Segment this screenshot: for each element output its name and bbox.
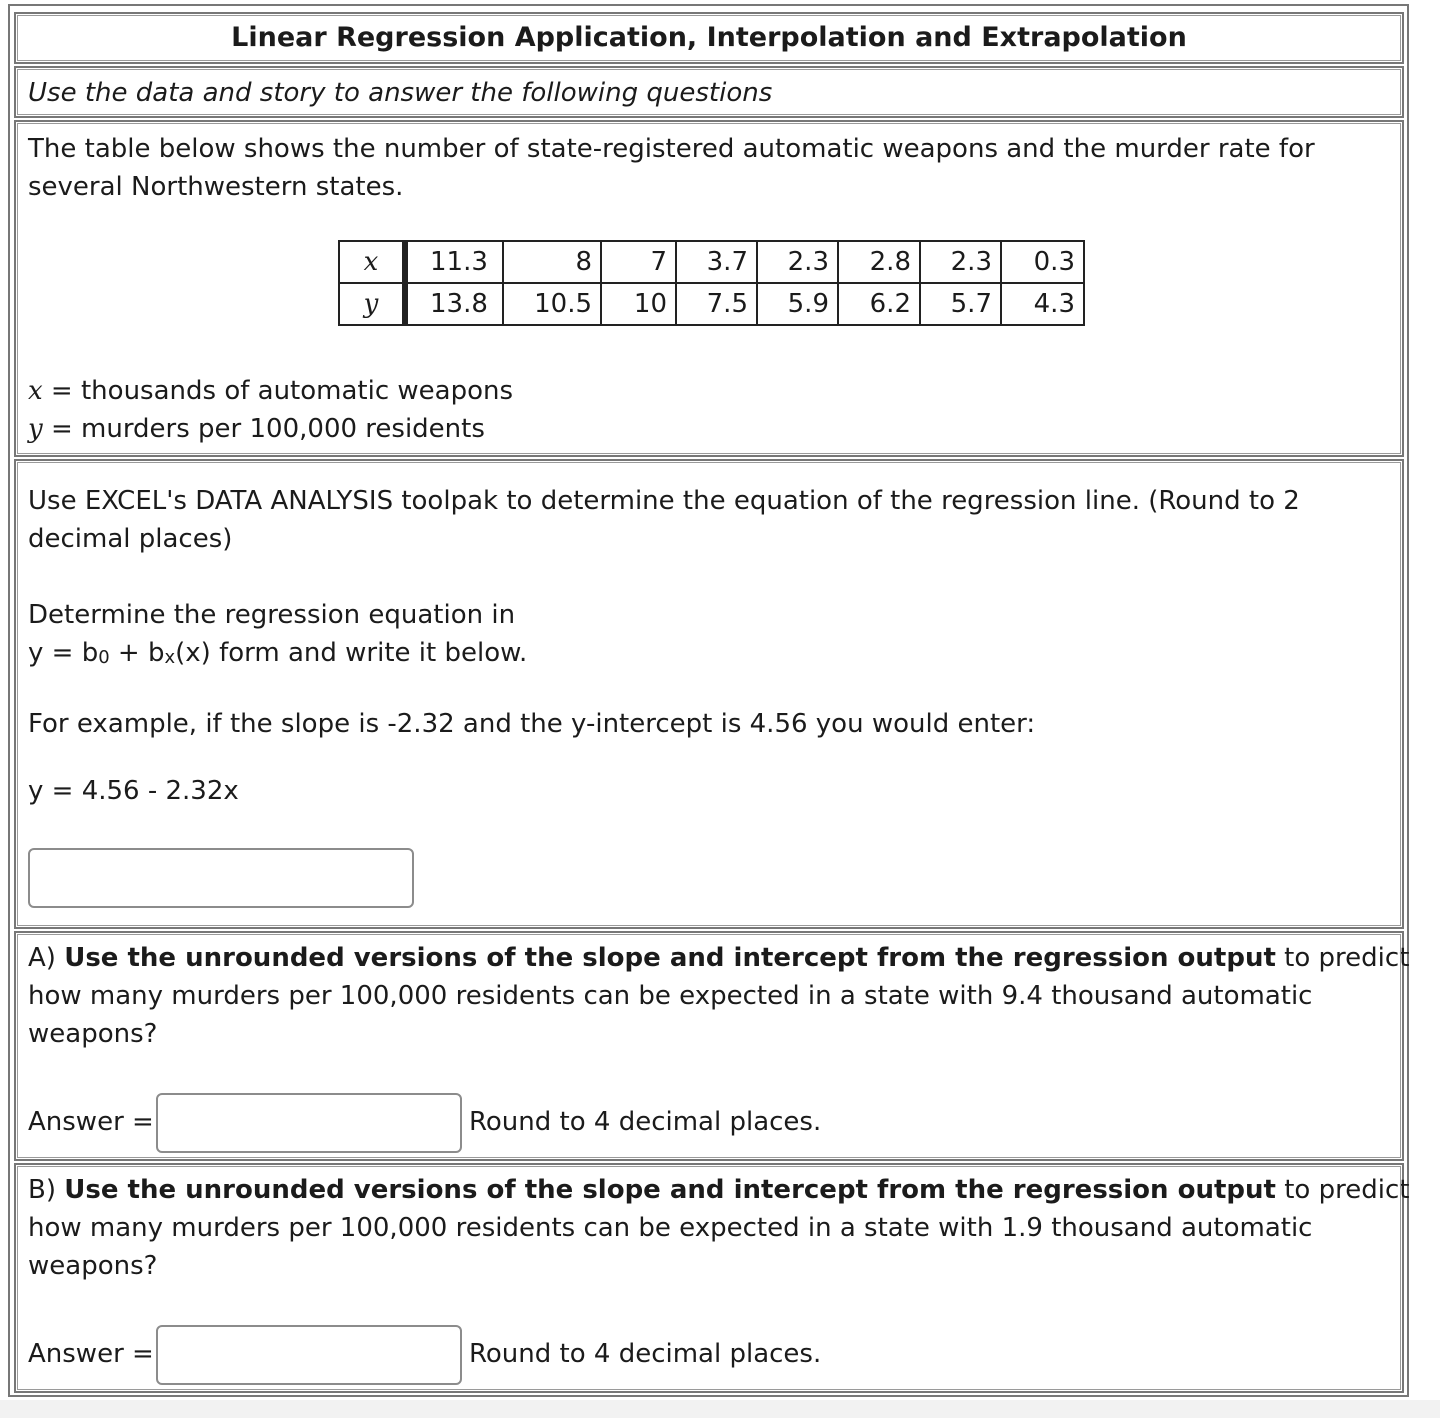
answer-b-label: Answer = [28, 1339, 154, 1369]
question-b-box [14, 1163, 1410, 1393]
answer-a-round-note: Round to 4 decimal places. [469, 1107, 822, 1137]
x-row [339, 241, 1084, 283]
x-cell: 11.3 [405, 241, 503, 283]
y-cell: 4.3 [1001, 283, 1084, 325]
question-a-box [14, 931, 1410, 1161]
eq-sub-x: x [164, 647, 176, 668]
subtitle-box [14, 66, 1404, 118]
y-cell: 10 [601, 283, 676, 325]
question-a-prefix: A) [28, 943, 65, 973]
answer-a-label: Answer = [28, 1107, 154, 1137]
question-b-line-1 [28, 1171, 1409, 1209]
regression-instruction-2: decimal places) [28, 524, 233, 554]
y-cell: 13.8 [405, 283, 503, 325]
answer-a-input[interactable] [156, 1093, 462, 1153]
subtitle: Use the data and story to answer the following questions [28, 78, 773, 108]
y-cell: 7.5 [676, 283, 757, 325]
eq-rest: (x) form and write it below. [175, 638, 528, 668]
equation-form [28, 634, 527, 675]
x-cell: 0.3 [1001, 241, 1084, 283]
y-definition-text: = murders per 100,000 residents [42, 414, 485, 444]
y-cell: 5.9 [757, 283, 838, 325]
title-box [14, 12, 1404, 64]
intro-line-1: The table below shows the number of state-registered automatic weapons and the murder rate for [28, 134, 1315, 164]
eq-y: y = b [28, 638, 99, 668]
y-definition [28, 410, 485, 448]
x-header: x [339, 241, 405, 283]
page-title: Linear Regression Application, Interpolation and Extrapolation [231, 22, 1187, 53]
question-a-line-1 [28, 939, 1409, 977]
eq-plus: + b [109, 638, 165, 668]
answer-b-input[interactable] [156, 1325, 462, 1385]
question-b-rest: to predict [1275, 1175, 1410, 1205]
y-row [339, 283, 1084, 325]
example-line: For example, if the slope is -2.32 and the y-intercept is 4.56 you would enter: [28, 709, 1036, 739]
x-cell: 3.7 [676, 241, 757, 283]
y-cell: 10.5 [503, 283, 601, 325]
question-b-line-3: weapons? [28, 1251, 158, 1281]
x-definition-text: = thousands of automatic weapons [42, 376, 514, 406]
story-box [14, 120, 1404, 457]
question-a-line-3: weapons? [28, 1019, 158, 1049]
question-b-line-2: how many murders per 100,000 residents can be expected in a state with 1.9 thousand automatic [28, 1213, 1313, 1243]
eq-sub-0: 0 [98, 647, 110, 668]
question-a-bold: Use the unrounded versions of the slope and intercept from the regression output [64, 943, 1276, 973]
question-b-prefix: B) [28, 1175, 65, 1205]
regression-box [14, 459, 1404, 929]
x-cell: 2.3 [920, 241, 1001, 283]
x-cell: 8 [503, 241, 601, 283]
question-b-bold: Use the unrounded versions of the slope and intercept from the regression output [64, 1175, 1276, 1205]
question-a-rest: to predict [1275, 943, 1410, 973]
data-table [338, 240, 1085, 326]
y-variable: y [28, 414, 43, 444]
intro-line-2: several Northwestern states. [28, 172, 404, 202]
x-cell: 2.3 [757, 241, 838, 283]
y-header: y [339, 283, 405, 325]
y-cell: 6.2 [838, 283, 920, 325]
x-definition [28, 372, 513, 410]
determine-line: Determine the regression equation in [28, 600, 516, 630]
y-cell: 5.7 [920, 283, 1001, 325]
x-cell: 2.8 [838, 241, 920, 283]
regression-instruction-1: Use EXCEL's DATA ANALYSIS toolpak to determine the equation of the regression line. (Round to 2 [28, 486, 1300, 516]
x-cell: 7 [601, 241, 676, 283]
example-equation: y = 4.56 - 2.32x [28, 776, 239, 806]
regression-equation-input[interactable] [28, 848, 414, 908]
answer-b-round-note: Round to 4 decimal places. [469, 1339, 822, 1369]
question-a-line-2: how many murders per 100,000 residents can be expected in a state with 9.4 thousand automatic [28, 981, 1313, 1011]
x-variable: x [28, 376, 43, 406]
